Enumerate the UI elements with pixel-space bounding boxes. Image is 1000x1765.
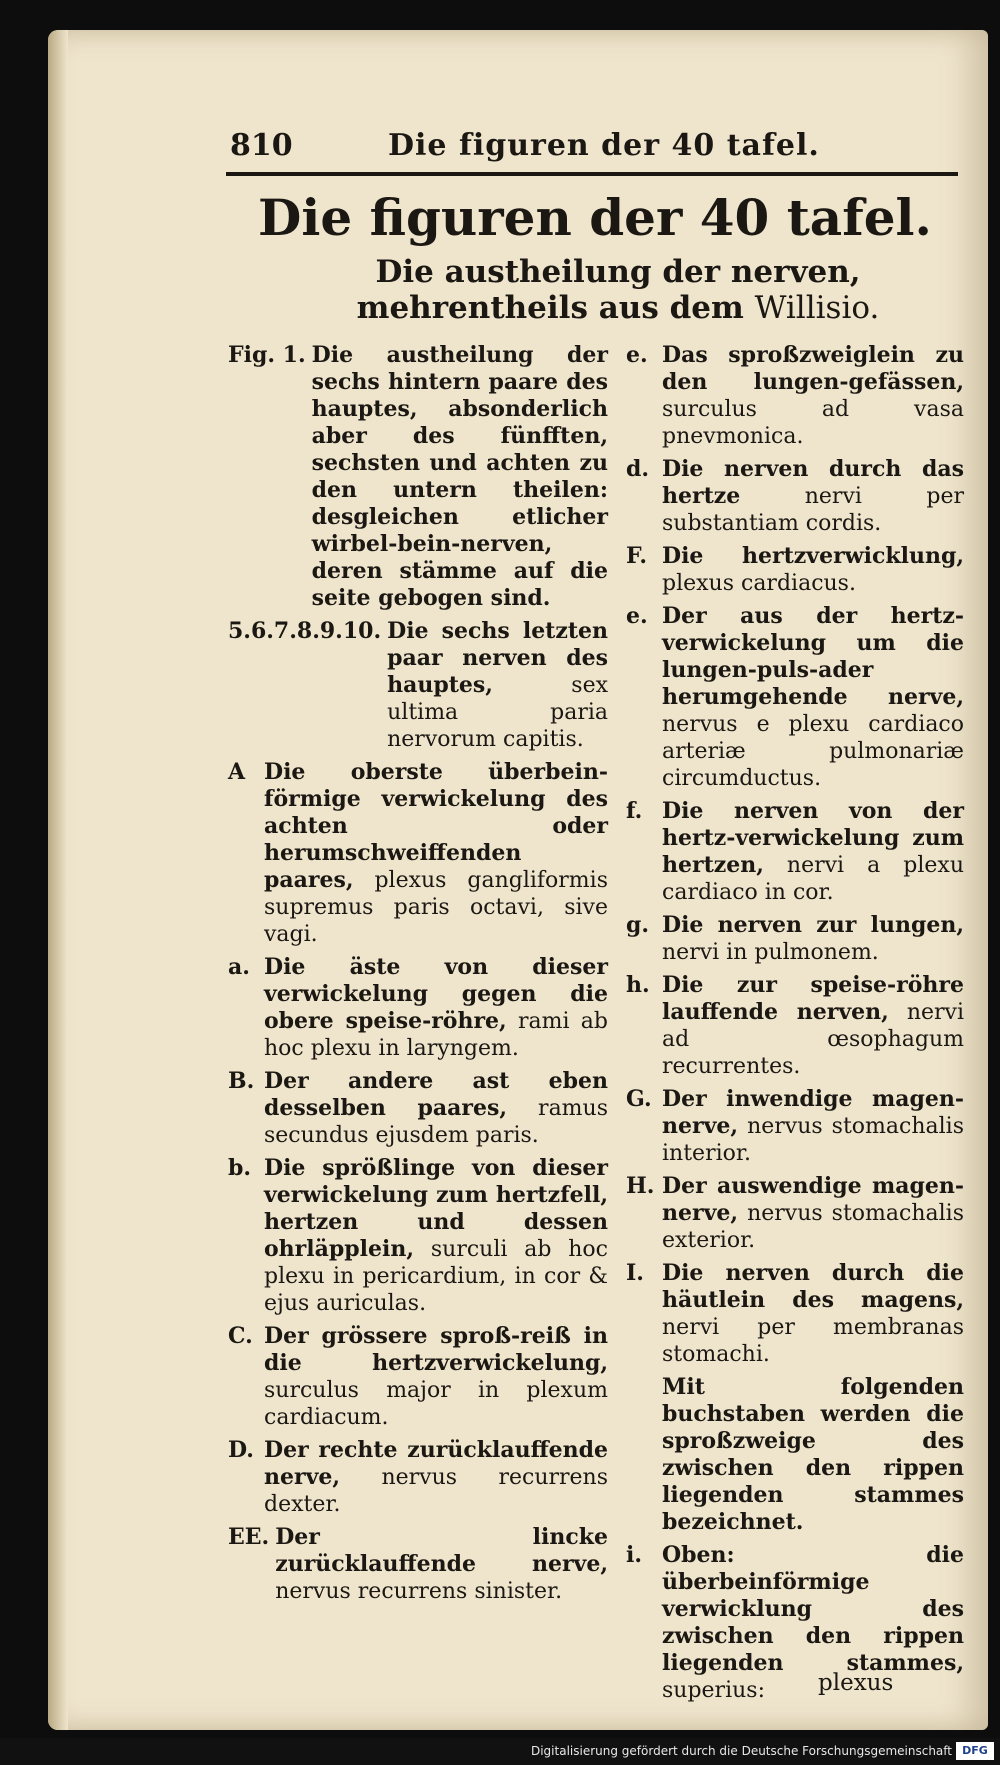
legend-entry xyxy=(626,1260,964,1368)
entry-german: Das sproßzweiglein zu den lungen-gefässen, xyxy=(662,342,964,395)
entry-german: Die äste von dieser verwickelung gegen die obere speise-röhre, xyxy=(264,954,608,1034)
right-column xyxy=(626,342,964,1710)
entry-label: d. xyxy=(626,456,650,482)
entry-text xyxy=(662,912,964,966)
entry-text xyxy=(662,456,964,537)
entry-label: e. xyxy=(626,342,648,368)
entry-text xyxy=(662,972,964,1080)
legend-entry xyxy=(626,1374,964,1536)
entry-german: Die oberste überbein-förmige verwickelung des achten oder herumschweiffenden paares, xyxy=(264,759,608,893)
entry-latin: nervus recurrens sinister. xyxy=(275,1579,563,1604)
legend-entry xyxy=(228,1068,608,1149)
entry-label: e. xyxy=(626,603,648,629)
entry-text xyxy=(264,1437,608,1518)
entry-latin: rami ab hoc plexu in laryngem. xyxy=(264,1009,608,1061)
entry-latin: plexus cardiacus. xyxy=(662,571,856,596)
entry-label: D. xyxy=(228,1437,254,1463)
entry-text xyxy=(387,618,608,753)
legend-entry xyxy=(228,342,608,612)
entry-german: Die nerven durch das hertze xyxy=(662,456,964,509)
entry-german: Die sprößlinge von dieser verwickelung zum hertzfell, hertzen und dessen ohrläpplein, xyxy=(264,1155,608,1262)
entry-latin: nervus recurrens dexter. xyxy=(264,1465,608,1517)
header-rule xyxy=(226,172,958,176)
entry-label: H. xyxy=(626,1173,655,1199)
entry-label: g. xyxy=(626,912,650,938)
entry-label: I. xyxy=(626,1260,644,1286)
legend-entry xyxy=(626,342,964,450)
legend-entry xyxy=(228,759,608,948)
entry-latin: plexus gangliformis supremus paris octavi, sive vagi. xyxy=(264,868,608,947)
left-column xyxy=(228,342,608,1611)
funding-notice: Digitalisierung gefördert durch die Deutsche Forschungsgemeinschaft xyxy=(530,1744,952,1758)
legend-entry xyxy=(228,1155,608,1317)
entry-label: G. xyxy=(626,1086,652,1112)
entry-label: a. xyxy=(228,954,250,980)
entry-german: Die nerven von der hertz-verwickelung zum hertzen, xyxy=(662,798,964,878)
legend-entry xyxy=(228,1524,608,1605)
legend-entry xyxy=(626,456,964,537)
entry-text xyxy=(662,543,964,597)
legend-entry xyxy=(228,954,608,1062)
entry-label: EE. xyxy=(228,1524,270,1550)
entry-german: Der lincke zurücklauffende nerve, xyxy=(275,1524,608,1577)
entry-text xyxy=(662,1374,964,1536)
entry-latin: surculus ad vasa pnevmonica. xyxy=(662,397,964,449)
entry-latin: nervus e plexu cardiaco arteriæ pulmonariæ circumductus. xyxy=(662,712,964,791)
legend-entry xyxy=(626,1542,964,1704)
entry-label: B. xyxy=(228,1068,255,1094)
entry-text xyxy=(264,1155,608,1317)
legend-entry xyxy=(626,798,964,906)
legend-entry xyxy=(626,912,964,966)
legend-entry xyxy=(626,543,964,597)
entry-text xyxy=(662,1260,964,1368)
entry-german: Die sechs letzten paar nerven des hauptes, xyxy=(387,618,608,698)
entry-label: h. xyxy=(626,972,650,998)
entry-german: Oben: die überbeinförmige verwicklung des zwischen den rippen liegenden stammes, xyxy=(662,1542,964,1676)
entry-german: Der aus der hertz-verwickelung um die lungen-puls-ader herumgehende nerve, xyxy=(662,603,964,710)
legend-entry xyxy=(626,1173,964,1254)
entry-latin: nervi per substantiam cordis. xyxy=(662,484,964,536)
entry-german: Der andere ast eben desselben paares, xyxy=(264,1068,608,1121)
entry-german: Die zur speise-röhre lauffende nerven, xyxy=(662,972,964,1025)
page-title: Die figuren der 40 tafel. xyxy=(258,188,932,247)
dfg-logo: DFG xyxy=(956,1742,994,1760)
entry-latin: nervi in pulmonem. xyxy=(662,940,879,965)
page-subtitle xyxy=(278,255,958,327)
entry-german: Die nerven durch die häutlein des magens, xyxy=(662,1260,964,1313)
entry-label: f. xyxy=(626,798,643,824)
entry-text xyxy=(662,1542,964,1704)
subtitle-latin: Willisio. xyxy=(754,289,880,326)
book-page xyxy=(48,30,988,1730)
catchword: plexus xyxy=(818,1670,894,1696)
entry-text xyxy=(264,954,608,1062)
legend-entry xyxy=(228,618,608,753)
legend-entry xyxy=(626,1086,964,1167)
entry-label: Fig. 1. xyxy=(228,342,306,368)
entry-german: Der auswendige magen-nerve, xyxy=(662,1173,964,1226)
entry-text xyxy=(662,1173,964,1254)
footer-bar xyxy=(0,1738,1000,1765)
entry-text xyxy=(662,603,964,792)
entry-label: i. xyxy=(626,1542,643,1568)
entry-german: Die austheilung der sechs hintern paare des hauptes, absonderlich aber des fünfften, sechsten und achten zu den untern theilen: desgleichen etlicher wirbel-bein-nerven, deren stämme auf die seite gebogen sind. xyxy=(311,342,608,611)
entry-text xyxy=(662,798,964,906)
entry-german: Mit folgenden buchstaben werden die sproßzweige des zwischen den rippen liegenden stammes bezeichnet. xyxy=(662,1374,964,1535)
page-gutter xyxy=(48,30,68,1730)
entry-latin: surculi ab hoc plexu in pericardium, in cor & ejus auriculas. xyxy=(264,1237,608,1316)
legend-entry xyxy=(228,1323,608,1431)
entry-label: C. xyxy=(228,1323,253,1349)
entry-text xyxy=(275,1524,608,1605)
entry-latin: nervi per membranas stomachi. xyxy=(662,1315,964,1367)
entry-latin: nervus stomachalis exterior. xyxy=(662,1201,964,1253)
entry-text xyxy=(264,1068,608,1149)
running-head xyxy=(230,126,960,170)
entry-latin: ramus secundus ejusdem paris. xyxy=(264,1096,608,1148)
legend-entry xyxy=(228,1437,608,1518)
entry-label: A xyxy=(228,759,246,785)
entry-latin: nervi ad œsophagum recurrentes. xyxy=(662,1000,965,1079)
entry-latin: nervus stomachalis interior. xyxy=(662,1114,964,1166)
entry-label: 5.6.7.8.9.10. xyxy=(228,618,382,644)
entry-label: b. xyxy=(228,1155,252,1181)
subtitle-german: Die austheilung der nerven, mehrentheils aus dem xyxy=(356,254,861,326)
page-number: 810 xyxy=(230,128,293,163)
entry-german: Die nerven zur lungen, xyxy=(662,912,964,938)
entry-text xyxy=(662,342,964,450)
entry-text xyxy=(662,1086,964,1167)
entry-latin: superius: xyxy=(662,1678,765,1703)
entry-text xyxy=(312,342,608,612)
entry-latin: nervi a plexu cardiaco in cor. xyxy=(662,853,964,905)
entry-label xyxy=(626,1374,662,1536)
entry-german: Der grössere sproß-reiß in die hertzverwickelung, xyxy=(264,1323,608,1376)
entry-text xyxy=(264,759,608,948)
legend-entry xyxy=(626,603,964,792)
entry-label: F. xyxy=(626,543,648,569)
entry-german: Der rechte zurücklauffende nerve, xyxy=(264,1437,608,1490)
entry-german: Der inwendige magen-nerve, xyxy=(662,1086,964,1139)
entry-german: Die hertzverwicklung, xyxy=(662,543,964,569)
entry-latin: sex ultima paria nervorum capitis. xyxy=(387,673,608,752)
running-title: Die figuren der 40 tafel. xyxy=(388,128,820,163)
entry-text xyxy=(264,1323,608,1431)
entry-latin: surculus major in plexum cardiacum. xyxy=(264,1378,608,1430)
legend-entry xyxy=(626,972,964,1080)
